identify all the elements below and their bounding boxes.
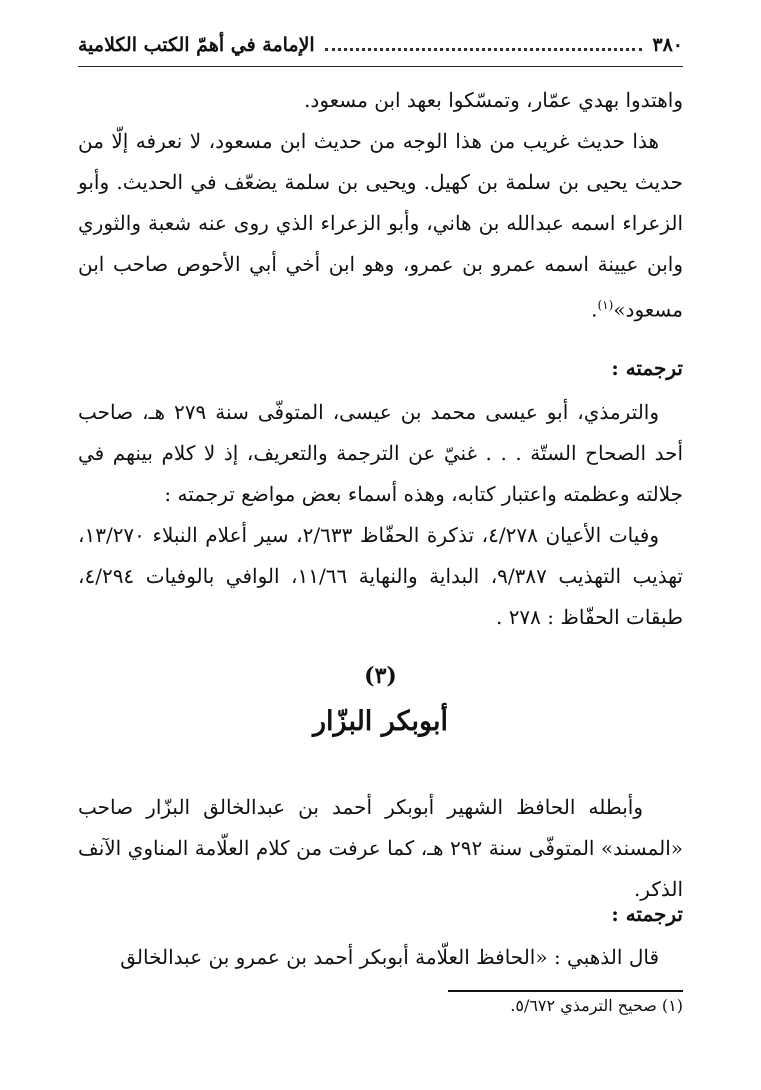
footnote-rule <box>448 990 683 992</box>
continuation-text: واهتدوا بهدي عمّار، وتمسّكوا بعهد ابن مسعود. <box>304 88 683 112</box>
page-number: ٣٨٠ <box>652 34 683 56</box>
tirmidhi-sources-text: وفيات الأعيان ٤/٢٧٨، تذكرة الحفّاظ ٢/٦٣٣، سير أعلام النبلاء ١٣/٢٧٠، تهذيب التهذيب ٩/٣٨٧، البداية والنهاية ١١/٦٦، الوافي بالوفيات ٤/٢٩٤، طبقات الحفّاظ : ٢٧٨ . <box>78 523 683 629</box>
hadith-commentary-text: هذا حديث غريب من هذا الوجه من حديث ابن مسعود، لا نعرفه إلّا من حديث يحيى بن سلمة بن كهيل. ويحيى بن سلمة يضعّف في الحديث. وأبو الزعراء اسمه عبدالله بن هاني، وأبو الزعراء الذي روى عنه شعبة والثوري وابن عيينة اسمه عمرو بن عمرو، وهو ابن أخي أبي الأحوص صاحب ابن مسعود» <box>78 129 683 322</box>
dhahabi-quote <box>78 937 683 978</box>
bazzar-paragraph-text: وأبطله الحافظ الشهير أبوبكر أحمد بن عبدالخالق البزّار صاحب «المسند» المتوفّى سنة ٢٩٢ هـ، كما عرفت من كلام العلّامة المناوي الآنف الذكر. <box>78 795 683 901</box>
running-title: الإمامة في أهمّ الكتب الكلامية <box>78 34 315 56</box>
page-header <box>78 28 683 62</box>
dhahabi-quote-text: قال الذهبي : «الحافظ العلّامة أبوبكر أحمد بن عمرو بن عبدالخالق <box>120 945 659 969</box>
closing-period: . <box>591 297 598 322</box>
bazzar-paragraph <box>78 787 683 910</box>
section-title: أبوبكر البزّار <box>313 706 448 737</box>
translation-label-2: ترجمته : <box>611 902 683 926</box>
header-leader-dots <box>325 48 643 51</box>
tirmidhi-sources <box>78 515 683 638</box>
tirmidhi-biography <box>78 392 683 515</box>
footnote-marker: (١) <box>597 298 614 312</box>
tirmidhi-biography-text: والترمذي، أبو عيسى محمد بن عيسى، المتوفّى سنة ٢٧٩ هـ، صاحب أحد الصحاح الستّة . . . غنيّ عن الترجمة والتعريف، إذ لا كلام بينهم في جلالته وعظمته واعتبار كتابه، وهذه أسماء بعض مواضع ترجمته : <box>78 400 683 506</box>
footnote: (١) صحيح الترمذي ٥/٦٧٢. <box>510 996 683 1015</box>
translation-label: ترجمته : <box>611 356 683 380</box>
header-rule <box>78 66 683 67</box>
hadith-commentary <box>78 121 683 331</box>
section-number: (٣) <box>364 663 397 689</box>
continuation-line <box>78 80 683 121</box>
